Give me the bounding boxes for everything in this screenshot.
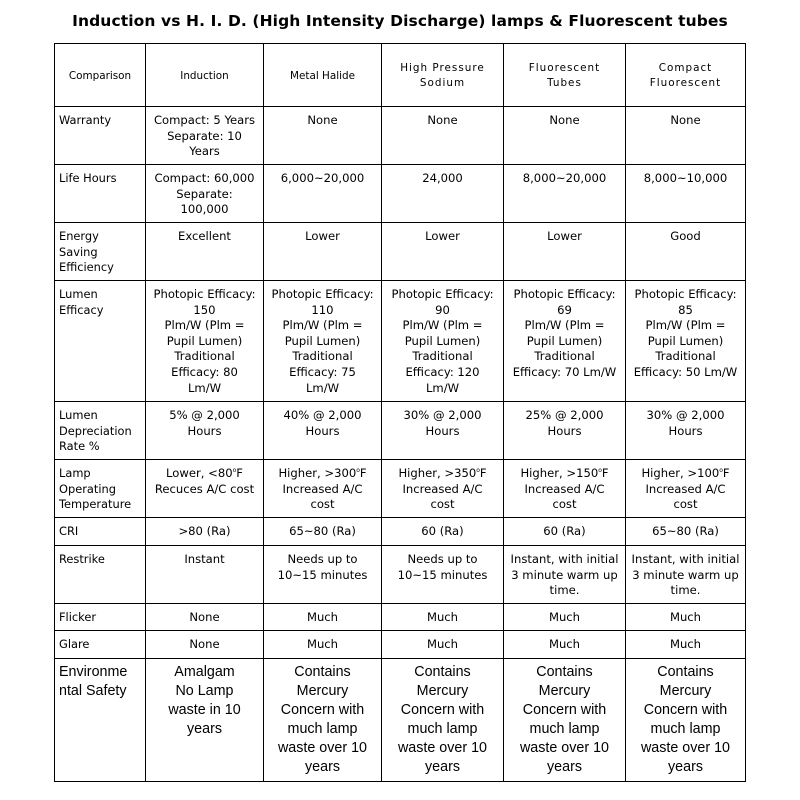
row-lumen-efficacy [55,281,746,402]
cell-text: Higher, >350 [398,466,477,480]
cell: Excellent [146,223,264,281]
row-label: CRI [55,518,146,546]
row-label: Environme ntal Safety [55,659,146,782]
row-label: Lumen Efficacy [55,281,146,402]
header-induction: Induction [146,44,264,107]
cell: Contains Mercury Concern with much lamp waste over 10 years [382,659,504,782]
degree-mark: o [719,467,723,474]
row-warranty [55,107,746,165]
cell: Photopic Efficacy: 110 Plm/W (Plm = Pupil Lumen) Traditional Efficacy: 75 Lm/W [264,281,382,402]
degree-mark: o [232,467,237,474]
header-metal-halide: Metal Halide [264,44,382,107]
cell: None [382,107,504,165]
cell-text: Lower, <80 [166,466,233,480]
header-row [55,44,746,107]
cell: Contains Mercury Concern with much lamp waste over 10 years [504,659,626,782]
cell: Needs up to 10~15 minutes [264,546,382,604]
header-comparison: Comparison [55,44,146,107]
cell: Instant [146,546,264,604]
row-glare [55,631,746,659]
cell: Contains Mercury Concern with much lamp waste over 10 years [264,659,382,782]
row-restrike [55,546,746,604]
cell: Much [382,604,504,631]
cell: 6,000~20,000 [264,165,382,223]
cell: Much [264,631,382,659]
cell: Much [626,604,746,631]
cell: None [146,631,264,659]
cell: 8,000~10,000 [626,165,746,223]
cell: None [504,107,626,165]
degree-mark: o [598,467,602,474]
cell: Needs up to 10~15 minutes [382,546,504,604]
row-label: Glare [55,631,146,659]
cell: Instant, with initial 3 minute warm up time. [504,546,626,604]
row-life-hours [55,165,746,223]
row-environmental-safety [55,659,746,782]
cell [626,460,746,518]
cell: Compact: 60,000 Separate: 100,000 [146,165,264,223]
cell: None [264,107,382,165]
row-label: Warranty [55,107,146,165]
cell-text: Higher, >150 [520,466,599,480]
cell: 30% @ 2,000 Hours [382,402,504,460]
cell: 8,000~20,000 [504,165,626,223]
row-lumen-depreciation-rate [55,402,746,460]
cell [504,460,626,518]
row-label: Energy Saving Efficiency [55,223,146,281]
cell: Amalgam No Lamp waste in 10 years [146,659,264,782]
cell-text: F Increased A/C cost [645,466,730,512]
cell: 40% @ 2,000 Hours [264,402,382,460]
cell: 65~80 (Ra) [626,518,746,546]
cell: 65~80 (Ra) [264,518,382,546]
cell: Photopic Efficacy: 90 Plm/W (Plm = Pupil Lumen) Traditional Efficacy: 120 Lm/W [382,281,504,402]
row-energy-saving-efficiency [55,223,746,281]
cell: Much [626,631,746,659]
cell: Contains Mercury Concern with much lamp waste over 10 years [626,659,746,782]
cell-text: Higher, >100 [641,466,720,480]
cell: Much [382,631,504,659]
degree-mark: o [476,467,480,474]
row-label: Lumen Depreciation Rate % [55,402,146,460]
cell: Good [626,223,746,281]
cell: Much [264,604,382,631]
cell: Photopic Efficacy: 85 Plm/W (Plm = Pupil Lumen) Traditional Efficacy: 50 Lm/W [626,281,746,402]
cell: 24,000 [382,165,504,223]
page-title: Induction vs H. I. D. (High Intensity Discharge) lamps & Fluorescent tubes [72,12,728,30]
cell: Photopic Efficacy: 69 Plm/W (Plm = Pupil Lumen) Traditional Efficacy: 70 Lm/W [504,281,626,402]
cell: None [626,107,746,165]
cell-text: F Increased A/C cost [524,466,609,512]
cell [382,460,504,518]
cell: Instant, with initial 3 minute warm up time. [626,546,746,604]
cell: None [146,604,264,631]
cell: Much [504,631,626,659]
header-high-pressure-sodium: High Pressure Sodium [382,44,504,107]
row-label: Restrike [55,546,146,604]
cell: Compact: 5 Years Separate: 10 Years [146,107,264,165]
cell-text: F Recuces A/C cost [154,466,255,496]
cell: 30% @ 2,000 Hours [626,402,746,460]
cell: Lower [504,223,626,281]
cell [264,460,382,518]
row-flicker [55,604,746,631]
row-label: Lamp Operating Temperature [55,460,146,518]
cell: Lower [264,223,382,281]
row-cri [55,518,746,546]
cell-text: F Increased A/C cost [282,466,367,512]
cell: 25% @ 2,000 Hours [504,402,626,460]
cell-text: Higher, >300 [278,466,357,480]
cell: Photopic Efficacy: 150 Plm/W (Plm = Pupil Lumen) Traditional Efficacy: 80 Lm/W [146,281,264,402]
degree-mark: o [356,467,360,474]
row-label: Flicker [55,604,146,631]
cell-text: F Increased A/C cost [402,466,487,512]
comparison-table [54,43,746,782]
header-fluorescent-tubes: Fluorescent Tubes [504,44,626,107]
row-lamp-operating-temperature [55,460,746,518]
cell: 60 (Ra) [504,518,626,546]
row-label: Life Hours [55,165,146,223]
cell [146,460,264,518]
header-compact-fluorescent: Compact Fluorescent [626,44,746,107]
cell: 5% @ 2,000 Hours [146,402,264,460]
cell: Lower [382,223,504,281]
cell: 60 (Ra) [382,518,504,546]
cell: >80 (Ra) [146,518,264,546]
cell: Much [504,604,626,631]
